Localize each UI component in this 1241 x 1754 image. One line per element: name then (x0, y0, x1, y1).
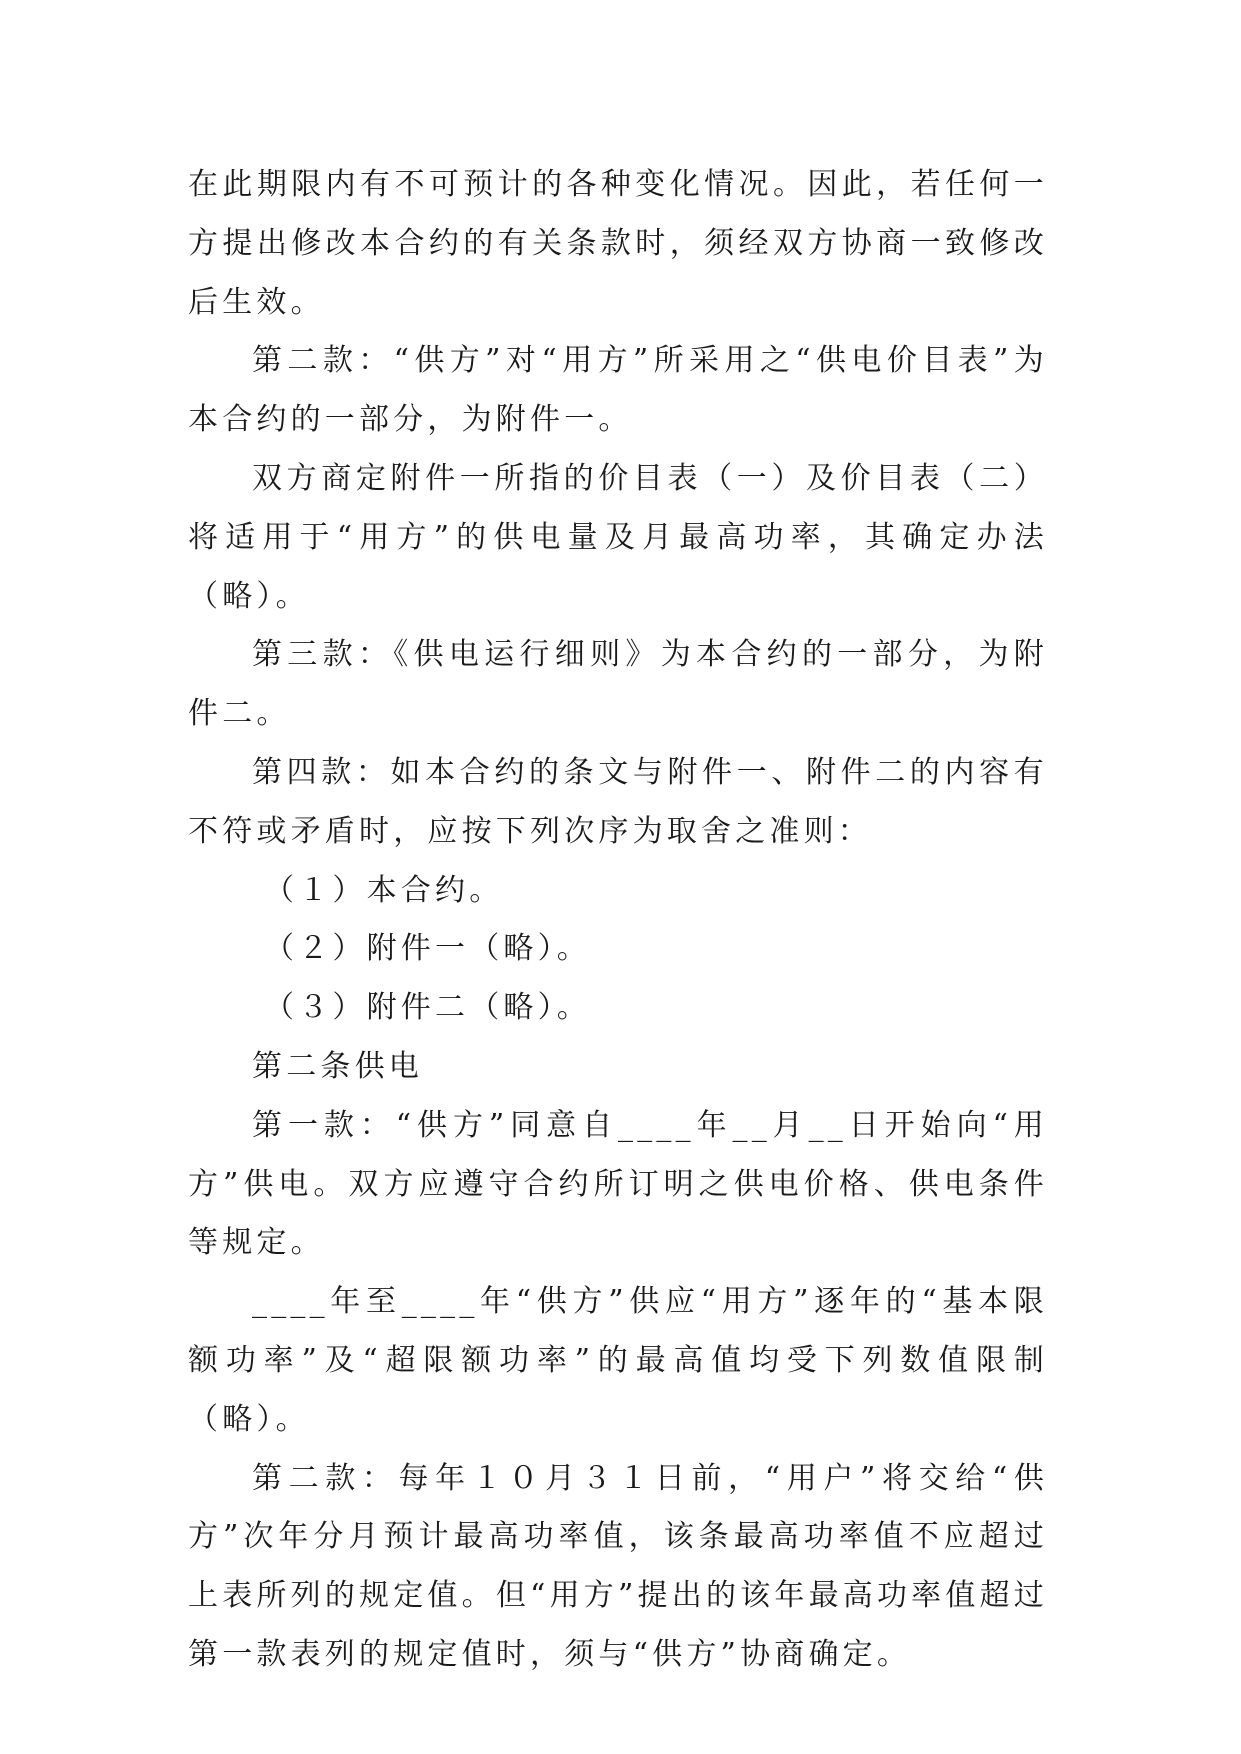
list-item-precedence-2: （２）附件一（略）。 (264, 931, 591, 967)
paragraph-clause-3-annex-2: 第三款：《供电运行细则》为本合约的一部分，为附件二。 (188, 637, 1048, 732)
paragraph-continuation: 在此期限内有不可预计的各种变化情况。因此，若任何一方提出修改本合约的有关条款时，须经双方协商一致修改后生效。 (188, 167, 1048, 320)
paragraph-power-limits: ____年至____年“供方”供应“用方”逐年的“基本限额功率”及“超限额功率”的最高值均受下列数值限制（略）。 (188, 1284, 1048, 1437)
paragraph-price-tables: 双方商定附件一所指的价目表（一）及价目表（二）将适用于“用方”的供电量及月最高功率，其确定办法（略）。 (188, 460, 1048, 614)
paragraph-clause-2-annex-1: 第二款：“供方”对“用方”所采用之“供电价目表”为本合约的一部分，为附件一。 (188, 343, 1048, 438)
paragraph-clause-4-precedence: 第四款：如本合约的条文与附件一、附件二的内容有不符或矛盾时，应按下列次序为取舍之准则： (188, 754, 1048, 849)
paragraph-clause-2-forecast: 第二款：每年１０月３１日前，“用户”将交给“供方”次年分月预计最高功率值，该条最高功率值不应超过上表所列的规定值。但“用方”提出的该年最高功率值超过第一款表列的规定值时，须与“供方”协商确定。 (188, 1460, 1048, 1672)
section-heading-power-supply: 第二条供电 (252, 1048, 423, 1084)
list-item-precedence-3: （３）附件二（略）。 (264, 990, 591, 1026)
list-item-precedence-1: （１）本合约。 (264, 872, 504, 908)
paragraph-clause-1-supply-start: 第一款：“供方”同意自____年__月__日开始向“用方”供电。双方应遵守合约所订明之供电价格、供电条件等规定。 (188, 1107, 1048, 1261)
document-body (188, 156, 1048, 1685)
